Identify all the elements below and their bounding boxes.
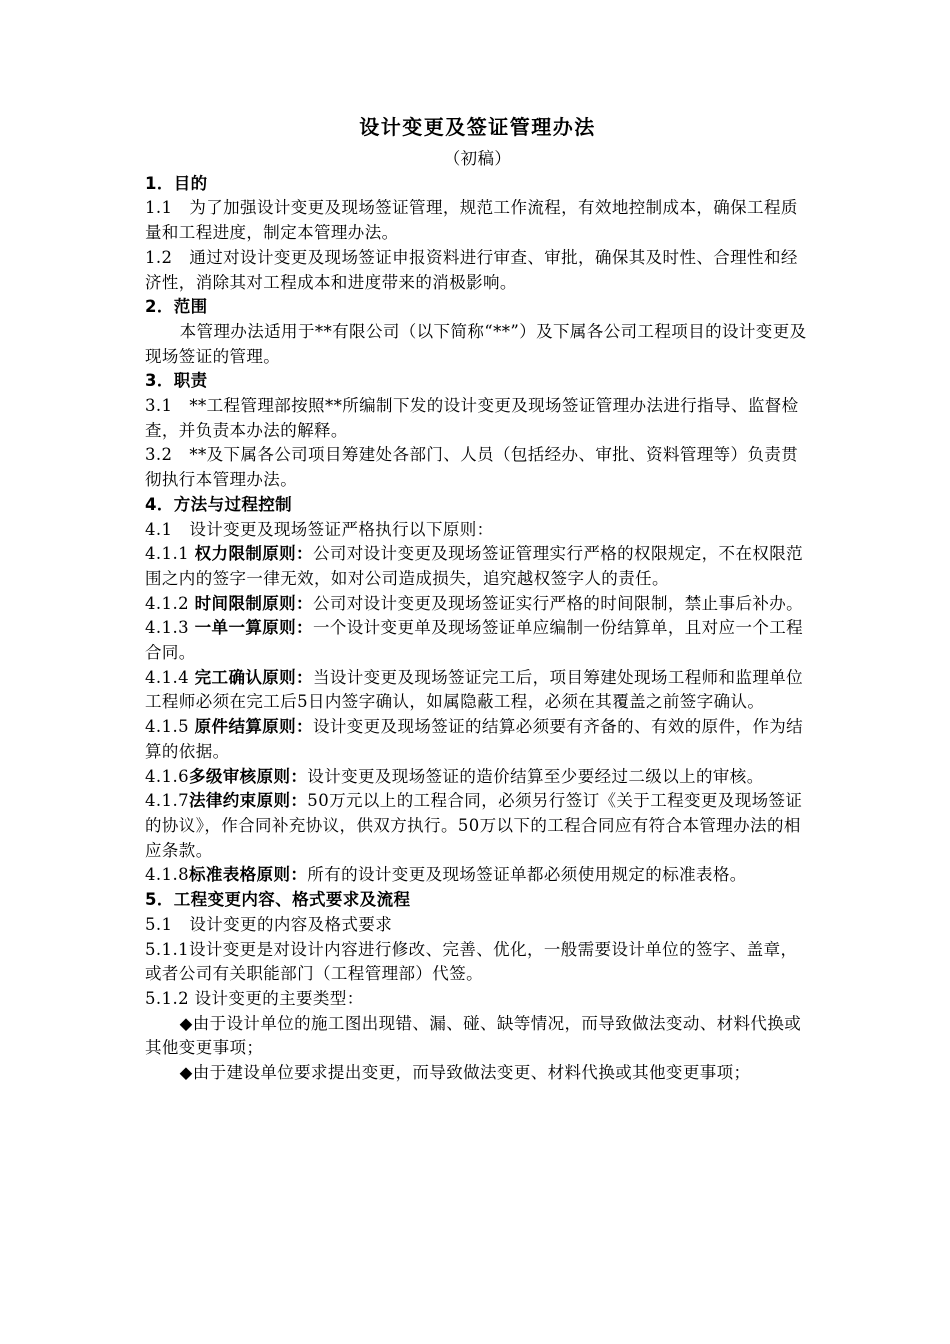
paragraph-1-2: 1.2 通过对设计变更及现场签证申报资料进行审查、审批，确保其及时性、合理性和经济性，消除其对工程成本和进度带来的消极影响。 xyxy=(145,247,798,292)
principle-number: 4.1.8 xyxy=(145,865,189,885)
principle-text: 50万元以上的工程合同，必须另行签订《关于工程变更及现场签证的协议》，作合同补充协议，供双方执行。50万以下的工程合同应有符合本管理办法的相应条款。 xyxy=(145,791,803,860)
principle-item xyxy=(145,542,810,591)
principle-text: 设计变更及现场签证的造价结算至少要经过二级以上的审核。 xyxy=(307,766,764,786)
paragraph-5-1-2: 5.1.2 设计变更的主要类型： xyxy=(145,988,364,1008)
paragraph-3-1: 3.1 **工程管理部按照**所编制下发的设计变更及现场签证管理办法进行指导、监督检查，并负责本办法的解释。 xyxy=(145,396,799,440)
document-page xyxy=(145,112,810,1086)
principle-item xyxy=(145,666,810,715)
paragraph-1-1: 1.1 为了加强设计变更及现场签证管理，规范工作流程，有效地控制成本，确保工程质量和工程进度，制定本管理办法。 xyxy=(145,198,798,243)
principle-label: 法律约束原则： xyxy=(188,791,308,811)
principle-label: 一单一算原则： xyxy=(194,618,313,638)
principle-item xyxy=(145,765,810,790)
principle-label: 权力限制原则： xyxy=(194,544,313,564)
principle-number: 4.1.7 xyxy=(145,791,189,811)
principle-text: 设计变更及现场签证的结算必须要有齐备的、有效的原件，作为结算的依据。 xyxy=(145,717,804,761)
principle-text: 当设计变更及现场签证完工后，项目筹建处现场工程师和监理单位工程师必须在完工后5日内签字确认，如属隐蔽工程，必须在其覆盖之前签字确认。 xyxy=(145,667,804,712)
principle-text: 公司对设计变更及现场签证管理实行严格的权限规定，不在权限范围之内的签字一律无效，如对公司造成损失，追究越权签字人的责任。 xyxy=(145,544,804,588)
section-3-heading: 3．职责 xyxy=(145,371,208,391)
principle-label: 多级审核原则： xyxy=(188,766,308,786)
principle-number: 4.1.2 xyxy=(145,593,195,613)
paragraph-3-2: 3.2 **及下属各公司项目筹建处各部门、人员（包括经办、审批、资料管理等）负责贯彻执行本管理办法。 xyxy=(145,445,799,490)
principle-item xyxy=(145,789,810,863)
principle-number: 4.1.4 xyxy=(145,667,195,687)
principle-label: 标准表格原则： xyxy=(188,865,308,885)
principle-text: 一个设计变更单及现场签证单应编制一份结算单，且对应一个工程合同。 xyxy=(145,618,804,663)
paragraph-5-1-1: 5.1.1设计变更是对设计内容进行修改、完善、优化，一般需要设计单位的签字、盖章，或者公司有关职能部门（工程管理部）代签。 xyxy=(145,939,798,984)
principle-label: 完工确认原则： xyxy=(194,667,313,687)
principle-item xyxy=(145,592,810,617)
paragraph-5-1: 5.1 设计变更的内容及格式要求 xyxy=(145,914,393,934)
document-subtitle: （初稿） xyxy=(443,149,512,168)
principle-number: 4.1.1 xyxy=(145,544,195,564)
section-2-heading: 2．范围 xyxy=(145,297,208,317)
principle-number: 4.1.6 xyxy=(145,766,189,786)
bullet-item: ◆由于设计单位的施工图出现错、漏、碰、缺等情况，而导致做法变动、材料代换或其他变更事项； xyxy=(145,1013,802,1058)
section-1-heading: 1．目的 xyxy=(145,173,208,193)
document-title: 设计变更及签证管理办法 xyxy=(359,115,596,139)
bullet-item: ◆由于建设单位要求提出变更，而导致做法变更、材料代换或其他变更事项； xyxy=(179,1063,751,1083)
paragraph-4-1: 4.1 设计变更及现场签证严格执行以下原则： xyxy=(145,519,494,539)
principle-text: 公司对设计变更及现场签证实行严格的时间限制，禁止事后补办。 xyxy=(312,593,804,613)
principle-item xyxy=(145,863,810,888)
principle-text: 所有的设计变更及现场签证单都必须使用规定的标准表格。 xyxy=(307,865,747,885)
section-4-heading: 4．方法与过程控制 xyxy=(145,494,293,514)
paragraph-2-1: 本管理办法适用于**有限公司（以下简称“**”）及下属各公司工程项目的设计变更及现场签证的管理。 xyxy=(145,321,807,366)
principle-number: 4.1.5 xyxy=(145,717,195,737)
principle-label: 原件结算原则： xyxy=(194,717,313,737)
principle-item xyxy=(145,616,810,665)
principle-label: 时间限制原则： xyxy=(194,593,313,613)
principle-list xyxy=(145,542,810,888)
principle-item xyxy=(145,715,810,764)
section-5-heading: 5．工程变更内容、格式要求及流程 xyxy=(145,890,411,910)
principle-number: 4.1.3 xyxy=(145,618,195,638)
